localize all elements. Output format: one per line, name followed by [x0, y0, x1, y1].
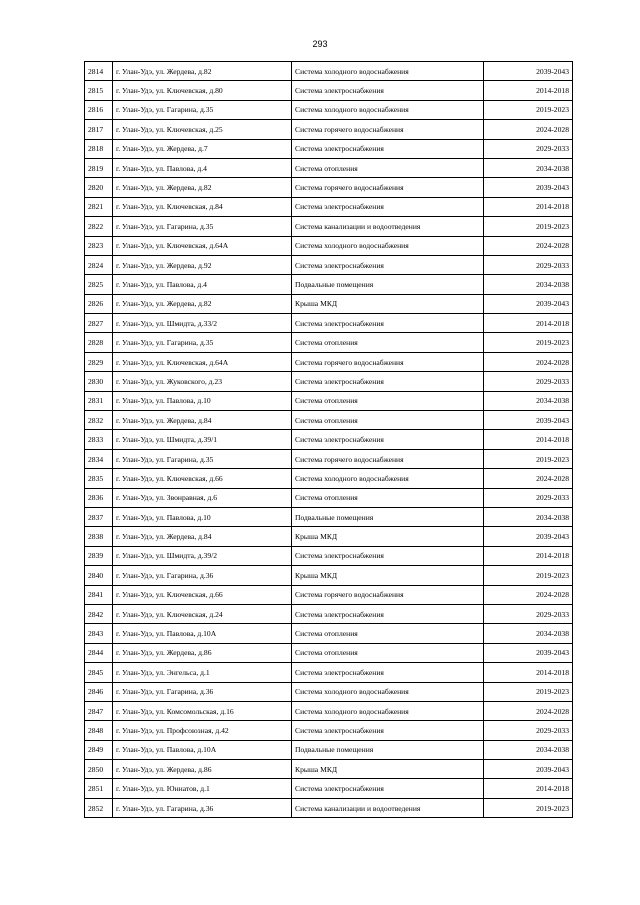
period-cell: 2019-2023 — [484, 333, 573, 352]
table-row — [85, 469, 573, 488]
address-cell: г. Улан-Удэ, ул. Шмидта, д.39/2 — [113, 546, 292, 565]
table-row — [85, 585, 573, 604]
system-cell: Система горячего водоснабжения — [292, 449, 484, 468]
address-cell: г. Улан-Удэ, ул. Ключевская, д.66 — [113, 469, 292, 488]
system-cell: Система электроснабжения — [292, 372, 484, 391]
period-cell: 2019-2023 — [484, 798, 573, 817]
period-cell: 2039-2043 — [484, 527, 573, 546]
table-row — [85, 507, 573, 526]
row-number-cell: 2830 — [85, 372, 113, 391]
table-row — [85, 62, 573, 81]
row-number-cell: 2824 — [85, 255, 113, 274]
system-cell: Крыша МКД — [292, 760, 484, 779]
system-cell: Подвальные помещения — [292, 740, 484, 759]
system-cell: Система электроснабжения — [292, 721, 484, 740]
row-number-cell: 2836 — [85, 488, 113, 507]
address-cell: г. Улан-Удэ, ул. Звонравная, д.6 — [113, 488, 292, 507]
address-cell: г. Улан-Удэ, ул. Энгельса, д.1 — [113, 663, 292, 682]
row-number-cell: 2819 — [85, 158, 113, 177]
system-cell: Система горячего водоснабжения — [292, 120, 484, 139]
system-cell: Система канализации и водоотведения — [292, 217, 484, 236]
table-row — [85, 352, 573, 371]
system-cell: Система электроснабжения — [292, 604, 484, 623]
system-cell: Подвальные помещения — [292, 507, 484, 526]
row-number-cell: 2846 — [85, 682, 113, 701]
row-number-cell: 2833 — [85, 430, 113, 449]
period-cell: 2029-2033 — [484, 139, 573, 158]
row-number-cell: 2823 — [85, 236, 113, 255]
table-row — [85, 643, 573, 662]
address-cell: г. Улан-Удэ, ул. Павлова, д.10А — [113, 740, 292, 759]
row-number-cell: 2834 — [85, 449, 113, 468]
period-cell: 2019-2023 — [484, 449, 573, 468]
address-cell: г. Улан-Удэ, ул. Ключевская, д.25 — [113, 120, 292, 139]
address-cell: г. Улан-Удэ, ул. Гагарина, д.36 — [113, 566, 292, 585]
address-cell: г. Улан-Удэ, ул. Павлова, д.10 — [113, 391, 292, 410]
row-number-cell: 2814 — [85, 62, 113, 81]
period-cell: 2034-2038 — [484, 740, 573, 759]
address-cell: г. Улан-Удэ, ул. Ключевская, д.84 — [113, 197, 292, 216]
table-row — [85, 546, 573, 565]
system-cell: Система холодного водоснабжения — [292, 682, 484, 701]
table-row — [85, 255, 573, 274]
system-cell: Система электроснабжения — [292, 663, 484, 682]
table-row — [85, 236, 573, 255]
row-number-cell: 2851 — [85, 779, 113, 798]
system-cell: Система электроснабжения — [292, 139, 484, 158]
period-cell: 2024-2028 — [484, 236, 573, 255]
period-cell: 2039-2043 — [484, 760, 573, 779]
row-number-cell: 2831 — [85, 391, 113, 410]
period-cell: 2019-2023 — [484, 100, 573, 119]
address-cell: г. Улан-Удэ, ул. Жердева, д.82 — [113, 62, 292, 81]
system-cell: Система отопления — [292, 624, 484, 643]
system-cell: Система электроснабжения — [292, 430, 484, 449]
table-row — [85, 566, 573, 585]
address-cell: г. Улан-Удэ, ул. Профсоюзная, д.42 — [113, 721, 292, 740]
address-cell: г. Улан-Удэ, ул. Павлова, д.4 — [113, 275, 292, 294]
system-cell: Система горячего водоснабжения — [292, 585, 484, 604]
system-cell: Система электроснабжения — [292, 197, 484, 216]
table-row — [85, 139, 573, 158]
system-cell: Крыша МКД — [292, 566, 484, 585]
repair-schedule-table — [84, 61, 573, 818]
period-cell: 2034-2038 — [484, 158, 573, 177]
period-cell: 2019-2023 — [484, 566, 573, 585]
table-row — [85, 682, 573, 701]
row-number-cell: 2840 — [85, 566, 113, 585]
table-row — [85, 430, 573, 449]
period-cell: 2014-2018 — [484, 663, 573, 682]
system-cell: Система холодного водоснабжения — [292, 100, 484, 119]
row-number-cell: 2839 — [85, 546, 113, 565]
period-cell: 2034-2038 — [484, 624, 573, 643]
period-cell: 2024-2028 — [484, 701, 573, 720]
row-number-cell: 2818 — [85, 139, 113, 158]
address-cell: г. Улан-Удэ, ул. Жердева, д.86 — [113, 760, 292, 779]
system-cell: Система электроснабжения — [292, 546, 484, 565]
period-cell: 2014-2018 — [484, 314, 573, 333]
system-cell: Система холодного водоснабжения — [292, 236, 484, 255]
address-cell: г. Улан-Удэ, ул. Гагарина, д.35 — [113, 100, 292, 119]
period-cell: 2034-2038 — [484, 391, 573, 410]
system-cell: Система отопления — [292, 411, 484, 430]
table-row — [85, 779, 573, 798]
row-number-cell: 2829 — [85, 352, 113, 371]
address-cell: г. Улан-Удэ, ул. Ключевская, д.24 — [113, 604, 292, 623]
row-number-cell: 2828 — [85, 333, 113, 352]
period-cell: 2019-2023 — [484, 682, 573, 701]
period-cell: 2024-2028 — [484, 585, 573, 604]
period-cell: 2014-2018 — [484, 779, 573, 798]
table-row — [85, 604, 573, 623]
table-row — [85, 760, 573, 779]
address-cell: г. Улан-Удэ, ул. Гагарина, д.36 — [113, 798, 292, 817]
table-row — [85, 721, 573, 740]
period-cell: 2029-2033 — [484, 255, 573, 274]
table-row — [85, 100, 573, 119]
period-cell: 2014-2018 — [484, 197, 573, 216]
row-number-cell: 2842 — [85, 604, 113, 623]
row-number-cell: 2844 — [85, 643, 113, 662]
period-cell: 2029-2033 — [484, 488, 573, 507]
period-cell: 2029-2033 — [484, 372, 573, 391]
table-row — [85, 663, 573, 682]
row-number-cell: 2835 — [85, 469, 113, 488]
table-row — [85, 197, 573, 216]
address-cell: г. Улан-Удэ, ул. Павлова, д.10А — [113, 624, 292, 643]
address-cell: г. Улан-Удэ, ул. Жердева, д.84 — [113, 527, 292, 546]
system-cell: Система электроснабжения — [292, 779, 484, 798]
table-row — [85, 488, 573, 507]
address-cell: г. Улан-Удэ, ул. Жердева, д.82 — [113, 294, 292, 313]
table-row — [85, 314, 573, 333]
period-cell: 2014-2018 — [484, 81, 573, 100]
row-number-cell: 2825 — [85, 275, 113, 294]
row-number-cell: 2849 — [85, 740, 113, 759]
system-cell: Крыша МКД — [292, 294, 484, 313]
row-number-cell: 2847 — [85, 701, 113, 720]
row-number-cell: 2821 — [85, 197, 113, 216]
period-cell: 2034-2038 — [484, 275, 573, 294]
table-row — [85, 294, 573, 313]
address-cell: г. Улан-Удэ, ул. Ключевская, д.64А — [113, 236, 292, 255]
table-row — [85, 178, 573, 197]
address-cell: г. Улан-Удэ, ул. Жердева, д.92 — [113, 255, 292, 274]
period-cell: 2039-2043 — [484, 178, 573, 197]
table-body — [85, 62, 573, 818]
address-cell: г. Улан-Удэ, ул. Гагарина, д.35 — [113, 333, 292, 352]
period-cell: 2014-2018 — [484, 430, 573, 449]
address-cell: г. Улан-Удэ, ул. Жердева, д.84 — [113, 411, 292, 430]
row-number-cell: 2820 — [85, 178, 113, 197]
row-number-cell: 2845 — [85, 663, 113, 682]
table-row — [85, 217, 573, 236]
table-row — [85, 411, 573, 430]
address-cell: г. Улан-Удэ, ул. Ключевская, д.80 — [113, 81, 292, 100]
table-row — [85, 391, 573, 410]
address-cell: г. Улан-Удэ, ул. Гагарина, д.35 — [113, 449, 292, 468]
address-cell: г. Улан-Удэ, ул. Жердева, д.82 — [113, 178, 292, 197]
period-cell: 2029-2033 — [484, 604, 573, 623]
row-number-cell: 2826 — [85, 294, 113, 313]
row-number-cell: 2816 — [85, 100, 113, 119]
period-cell: 2039-2043 — [484, 643, 573, 662]
address-cell: г. Улан-Удэ, ул. Жердева, д.7 — [113, 139, 292, 158]
period-cell: 2039-2043 — [484, 294, 573, 313]
row-number-cell: 2837 — [85, 507, 113, 526]
table-row — [85, 701, 573, 720]
table-row — [85, 275, 573, 294]
row-number-cell: 2822 — [85, 217, 113, 236]
row-number-cell: 2832 — [85, 411, 113, 430]
row-number-cell: 2815 — [85, 81, 113, 100]
period-cell: 2019-2023 — [484, 217, 573, 236]
address-cell: г. Улан-Удэ, ул. Шмидта, д.33/2 — [113, 314, 292, 333]
system-cell: Крыша МКД — [292, 527, 484, 546]
table-row — [85, 120, 573, 139]
system-cell: Подвальные помещения — [292, 275, 484, 294]
row-number-cell: 2817 — [85, 120, 113, 139]
period-cell: 2024-2028 — [484, 469, 573, 488]
table-row — [85, 372, 573, 391]
table-row — [85, 81, 573, 100]
address-cell: г. Улан-Удэ, ул. Комсомольская, д.16 — [113, 701, 292, 720]
system-cell: Система холодного водоснабжения — [292, 701, 484, 720]
period-cell: 2029-2033 — [484, 721, 573, 740]
row-number-cell: 2838 — [85, 527, 113, 546]
system-cell: Система отопления — [292, 391, 484, 410]
system-cell: Система горячего водоснабжения — [292, 352, 484, 371]
row-number-cell: 2827 — [85, 314, 113, 333]
table-row — [85, 798, 573, 817]
system-cell: Система горячего водоснабжения — [292, 178, 484, 197]
address-cell: г. Улан-Удэ, ул. Жуковского, д.23 — [113, 372, 292, 391]
row-number-cell: 2852 — [85, 798, 113, 817]
row-number-cell: 2850 — [85, 760, 113, 779]
address-cell: г. Улан-Удэ, ул. Ключевская, д.66 — [113, 585, 292, 604]
system-cell: Система холодного водоснабжения — [292, 62, 484, 81]
address-cell: г. Улан-Удэ, ул. Юннатов, д.1 — [113, 779, 292, 798]
address-cell: г. Улан-Удэ, ул. Павлова, д.10 — [113, 507, 292, 526]
table-row — [85, 740, 573, 759]
address-cell: г. Улан-Удэ, ул. Гагарина, д.35 — [113, 217, 292, 236]
table-row — [85, 449, 573, 468]
address-cell: г. Улан-Удэ, ул. Жердева, д.86 — [113, 643, 292, 662]
period-cell: 2039-2043 — [484, 411, 573, 430]
period-cell: 2024-2028 — [484, 120, 573, 139]
system-cell: Система отопления — [292, 333, 484, 352]
address-cell: г. Улан-Удэ, ул. Шмидта, д.39/1 — [113, 430, 292, 449]
row-number-cell: 2848 — [85, 721, 113, 740]
system-cell: Система электроснабжения — [292, 314, 484, 333]
system-cell: Система отопления — [292, 158, 484, 177]
system-cell: Система канализации и водоотведения — [292, 798, 484, 817]
period-cell: 2024-2028 — [484, 352, 573, 371]
address-cell: г. Улан-Удэ, ул. Ключевская, д.64А — [113, 352, 292, 371]
row-number-cell: 2843 — [85, 624, 113, 643]
system-cell: Система электроснабжения — [292, 81, 484, 100]
table-row — [85, 158, 573, 177]
system-cell: Система холодного водоснабжения — [292, 469, 484, 488]
system-cell: Система электроснабжения — [292, 255, 484, 274]
address-cell: г. Улан-Удэ, ул. Гагарина, д.36 — [113, 682, 292, 701]
table-row — [85, 527, 573, 546]
page-number: 293 — [312, 39, 328, 49]
system-cell: Система отопления — [292, 643, 484, 662]
table-row — [85, 333, 573, 352]
row-number-cell: 2841 — [85, 585, 113, 604]
period-cell: 2014-2018 — [484, 546, 573, 565]
address-cell: г. Улан-Удэ, ул. Павлова, д.4 — [113, 158, 292, 177]
period-cell: 2039-2043 — [484, 62, 573, 81]
table-row — [85, 624, 573, 643]
period-cell: 2034-2038 — [484, 507, 573, 526]
system-cell: Система отопления — [292, 488, 484, 507]
